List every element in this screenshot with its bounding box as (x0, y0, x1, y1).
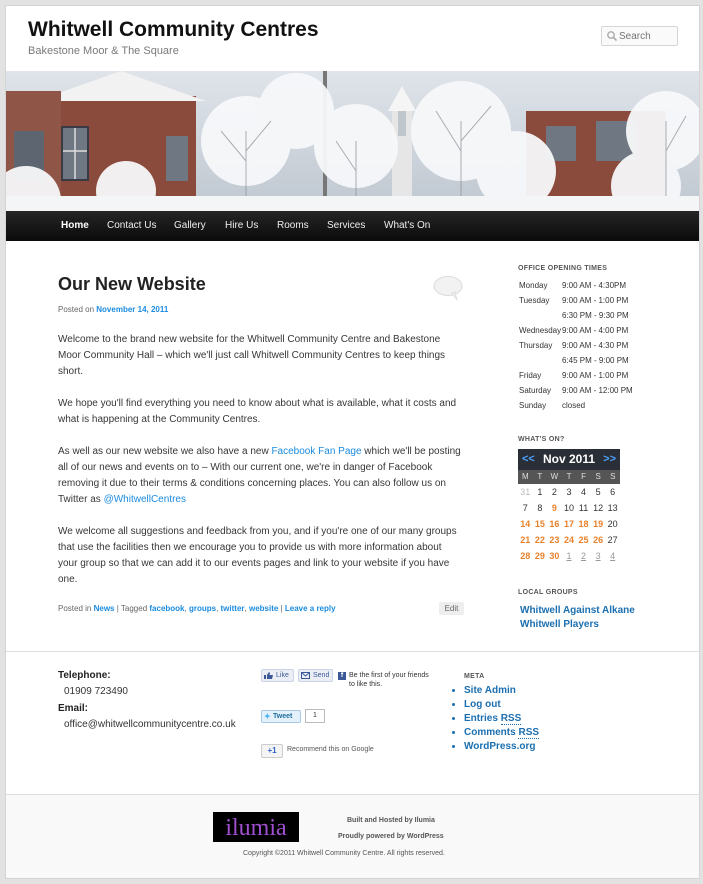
separator: | (116, 604, 119, 613)
thumbs-up-icon (264, 672, 273, 679)
calendar-day[interactable]: 3 (595, 551, 601, 561)
meta-item (464, 740, 539, 754)
tag-facebook[interactable]: facebook (149, 604, 185, 613)
calendar-day: 12 (593, 503, 604, 513)
post-title[interactable]: Our New Website (58, 274, 206, 294)
leave-reply-link[interactable]: Leave a reply (284, 604, 336, 613)
edit-button[interactable]: Edit (439, 602, 464, 615)
posted-in-label: Posted in (58, 604, 92, 613)
tag-website[interactable]: website (248, 604, 279, 613)
ilumia-logo[interactable] (213, 812, 299, 842)
calendar-event-day[interactable]: 26 (593, 535, 604, 545)
search-box[interactable] (601, 26, 678, 46)
calendar-day: 20 (607, 519, 618, 529)
meta-item (464, 684, 539, 698)
header-banner-image (6, 71, 700, 211)
calendar-event-day[interactable]: 9 (551, 503, 557, 513)
rss-abbr: RSS (518, 727, 540, 738)
posted-on-label: Posted on (58, 305, 95, 314)
post-paragraph-3 (58, 444, 463, 508)
tag-twitter[interactable]: twitter (220, 604, 245, 613)
hours-time: 9:00 AM - 4:30 PM (562, 341, 629, 350)
twitter-handle-link[interactable]: @WhitwellCentres (103, 494, 186, 505)
hours-time: 9:00 AM - 1:00 PM (562, 371, 629, 380)
whats-on-title: WHAT'S ON? (518, 436, 565, 443)
post-date-link[interactable]: November 14, 2011 (96, 305, 169, 314)
calendar-day[interactable]: 2 (581, 551, 587, 561)
search-icon (606, 30, 618, 42)
footer-divider (6, 651, 700, 652)
hours-day: Thursday (519, 341, 553, 350)
calendar-weekday: S (610, 472, 616, 481)
calendar-day[interactable]: 1 (566, 551, 572, 561)
tagged-label: Tagged (120, 604, 148, 613)
twitter-bird-icon: ✦ (264, 712, 271, 721)
wordpress-org-link[interactable]: WordPress.org (464, 741, 536, 752)
facebook-send-button[interactable] (298, 669, 333, 682)
hours-day: Sunday (519, 401, 547, 410)
powered-by-link[interactable]: Proudly powered by WordPress (338, 833, 444, 840)
separator: | (280, 604, 283, 613)
calendar-day: 6 (610, 487, 616, 497)
nav-home[interactable]: Home (61, 220, 89, 231)
events-calendar (518, 449, 620, 564)
calendar-event-day[interactable]: 19 (593, 519, 604, 529)
facebook-like-text: Be the first of your friends to like this. (349, 672, 429, 688)
email-value: office@whitwellcommunitycentre.co.uk (64, 719, 236, 730)
site-description: Bakestone Moor & The Square (28, 45, 179, 57)
tweet-button[interactable] (261, 710, 301, 723)
calendar-weekday: F (581, 472, 587, 481)
hours-day: Wednesday (519, 326, 562, 335)
google-recommend-text: Recommend this on Google (287, 746, 374, 753)
calendar-event-day[interactable]: 23 (549, 535, 560, 545)
envelope-icon (301, 672, 310, 679)
calendar-month: Nov 2011 (542, 452, 596, 466)
send-label: Send (313, 672, 330, 679)
logo-wordmark: ilumia (225, 815, 287, 841)
calendar-days (518, 484, 620, 564)
calendar-event-day[interactable]: 29 (534, 551, 545, 561)
hours-day: Friday (519, 371, 542, 380)
calendar-weekday: T (537, 472, 543, 481)
site-title[interactable]: Whitwell Community Centres (28, 18, 319, 41)
hours-day: Saturday (519, 386, 552, 395)
calendar-prev-button[interactable]: << (522, 453, 535, 465)
google-plus-one-button[interactable]: +1 (261, 744, 283, 758)
email-label: Email: (58, 703, 89, 714)
calendar-event-day[interactable]: 17 (563, 519, 574, 529)
nav-contact-us[interactable]: Contact Us (107, 220, 157, 231)
calendar-event-day[interactable]: 21 (520, 535, 531, 545)
rss-abbr: RSS (500, 713, 522, 724)
calendar-event-day[interactable]: 18 (578, 519, 589, 529)
calendar-event-day[interactable]: 25 (578, 535, 589, 545)
calendar-day: 7 (522, 503, 528, 513)
calendar-day: 11 (578, 503, 589, 513)
calendar-weekday: M (521, 472, 529, 481)
entries-label: Entries (464, 713, 498, 724)
calendar-day: 8 (537, 503, 543, 513)
calendar-day: 3 (566, 487, 572, 497)
calendar-weekdays (518, 470, 620, 484)
calendar-event-day[interactable]: 14 (520, 519, 531, 529)
hours-time: 9:00 AM - 1:00 PM (562, 296, 629, 305)
p3-text-b: which we'll be posting all of our news and events on to – With our current one, we're in danger of Facebook removing it due to their terms & conditions concerning places. You can also follow us on Twitter as (58, 446, 461, 505)
main-navigation (6, 211, 700, 241)
post-paragraph-4: We welcome all suggestions and feedback from you, and if you're one of our many groups that use the facilities then we encourage you to provide us with more information about your group so that we can add it to our events pages and link to your website if you have one. (58, 526, 457, 585)
nav-services[interactable]: Services (327, 220, 366, 231)
calendar-day: 4 (581, 487, 587, 497)
calendar-next-button[interactable]: >> (603, 453, 616, 465)
site-admin-link[interactable]: Site Admin (464, 685, 516, 696)
calendar-day: 31 (520, 487, 531, 497)
meta-item (464, 726, 539, 740)
hours-time: 9:00 AM - 4:30PM (562, 281, 627, 290)
calendar-day: 2 (551, 487, 557, 497)
group-link-whitwell-players[interactable]: Whitwell Players (520, 619, 599, 630)
hours-time: 9:00 AM - 4:00 PM (562, 326, 629, 335)
calendar-event-day[interactable]: 30 (549, 551, 560, 561)
tweet-count: 1 (305, 709, 325, 723)
search-input[interactable] (619, 28, 675, 44)
calendar-event-day[interactable]: 24 (563, 535, 574, 545)
calendar-day: 10 (563, 503, 574, 513)
like-label: Like (276, 672, 289, 679)
built-hosted-text: Built and Hosted by Ilumia (347, 817, 435, 824)
calendar-header (518, 449, 620, 470)
nav-gallery[interactable]: Gallery (174, 220, 206, 231)
meta-item (464, 712, 539, 726)
office-hours-title: OFFICE OPENING TIMES (518, 265, 608, 272)
calendar-day: 27 (607, 535, 618, 545)
calendar-weekday: S (595, 472, 601, 481)
post-paragraph-1: Welcome to the brand new website for the Whitwell Community Centre and Bakestone Moor Community Hall – which we'll just call Whitwell Community Centres to keep things short. (58, 334, 446, 377)
calendar-day: 1 (537, 487, 543, 497)
calendar-event-day[interactable]: 16 (549, 519, 560, 529)
group-link-whitwell-against-alkane[interactable]: Whitwell Against Alkane (520, 605, 635, 616)
hours-time: 9:00 AM - 12:00 PM (562, 386, 633, 395)
calendar-day[interactable]: 4 (610, 551, 616, 561)
calendar-weekday: T (566, 472, 572, 481)
comment-bubble-icon[interactable] (433, 275, 463, 301)
category-news-link[interactable]: News (93, 604, 115, 613)
calendar-event-day[interactable]: 22 (534, 535, 545, 545)
telephone-value: 01909 723490 (64, 686, 128, 697)
meta-title: META (464, 673, 485, 680)
entries-rss-link[interactable] (464, 713, 521, 725)
calendar-day: 5 (595, 487, 601, 497)
site-info (6, 794, 700, 879)
copyright-text: Copyright ©2011 Whitwell Community Centre. All rights reserved. (243, 850, 445, 857)
page (5, 5, 700, 879)
p3-text-a: As well as our new website we also have a new (58, 446, 272, 457)
facebook-icon: f (338, 672, 346, 680)
nav-hire-us[interactable]: Hire Us (225, 220, 259, 231)
nav-whats-on[interactable]: What's On (384, 220, 431, 231)
facebook-fan-page-link[interactable]: Facebook Fan Page (271, 446, 362, 457)
facebook-like-button[interactable] (261, 669, 294, 682)
log-out-link[interactable]: Log out (464, 699, 501, 710)
calendar-event-day[interactable]: 15 (534, 519, 545, 529)
tweet-label: Tweet (273, 713, 293, 720)
calendar-day: 13 (607, 503, 618, 513)
hours-day: Tuesday (519, 296, 550, 305)
post-paragraph-2: We hope you'll find everything you need to know about what is available, what it costs and what is happening at the Community Centres. (58, 398, 457, 425)
meta-item (464, 698, 539, 712)
hours-time: closed (562, 401, 586, 410)
telephone-label: Telephone: (58, 670, 111, 681)
post-meta (58, 305, 168, 314)
meta-list (451, 684, 539, 754)
nav-rooms[interactable]: Rooms (277, 220, 309, 231)
post-footer: Posted in News | Tagged facebook, groups, twitter, website | Leave a reply (58, 604, 336, 613)
hours-time: 6:45 PM - 9:00 PM (562, 356, 629, 365)
hours-day: Monday (519, 281, 548, 290)
tag-groups[interactable]: groups (188, 604, 217, 613)
calendar-event-day[interactable]: 28 (520, 551, 531, 561)
local-groups-title: LOCAL GROUPS (518, 589, 578, 596)
calendar-weekday: W (550, 472, 559, 481)
comments-rss-link[interactable] (464, 727, 539, 739)
comments-label: Comments (464, 727, 516, 738)
hours-time: 6:30 PM - 9:30 PM (562, 311, 629, 320)
